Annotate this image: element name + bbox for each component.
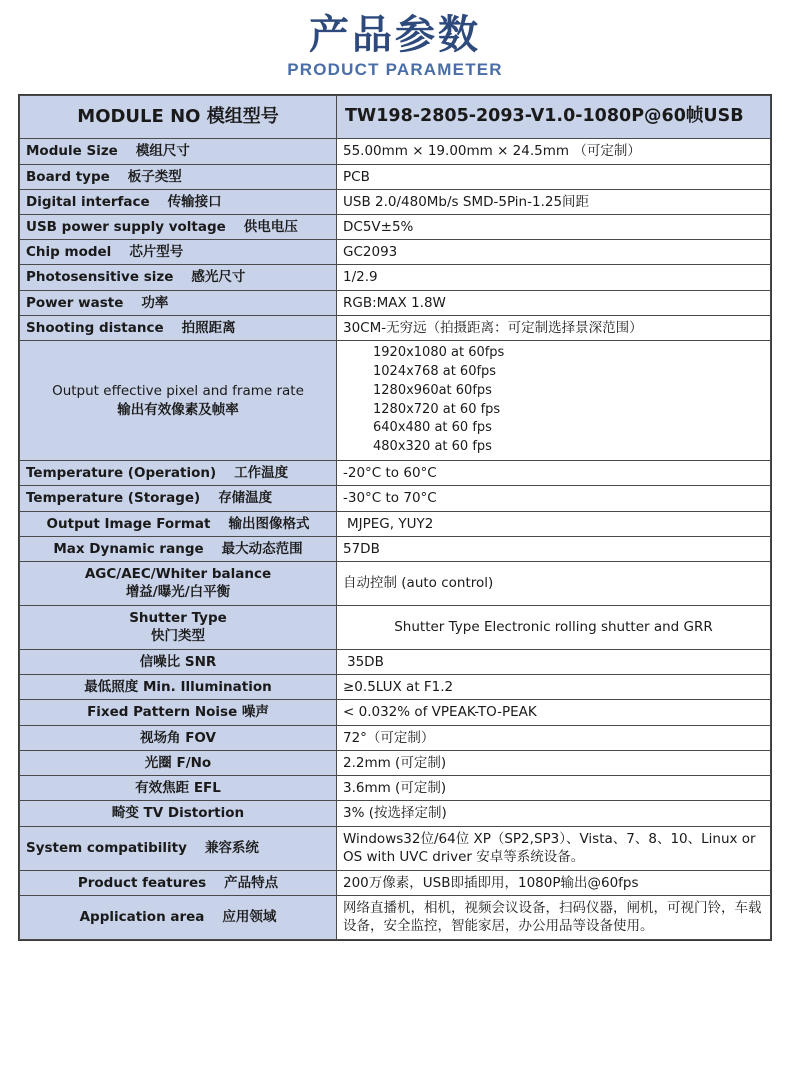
row-label-efl: 有效焦距 EFL bbox=[20, 776, 337, 801]
row-label-fno: 光圈 F/No bbox=[20, 750, 337, 775]
table-row-shutter bbox=[20, 605, 771, 649]
label-cn: 供电电压 bbox=[243, 218, 298, 235]
row-value-agc-aec-wb: 自动控制 (auto control) bbox=[337, 561, 771, 605]
table-row bbox=[20, 536, 771, 561]
row-value-photosensitive-size: 1/2.9 bbox=[337, 265, 771, 290]
table-row bbox=[20, 290, 771, 315]
row-value-max-dynamic-range: 57DB bbox=[337, 536, 771, 561]
label-cn: 感光尺寸 bbox=[191, 269, 246, 286]
table-row bbox=[20, 700, 771, 725]
label-en: Output effective pixel and frame rate bbox=[52, 383, 304, 400]
row-label-chip-model bbox=[20, 240, 337, 265]
label-cn: 存储温度 bbox=[218, 490, 273, 507]
header-value-cell: TW198-2805-2093-V1.0-1080P@60帧USB bbox=[337, 96, 771, 139]
row-value-chip-model: GC2093 bbox=[337, 240, 771, 265]
row-value-temperature-operation: -20°C to 60°C bbox=[337, 461, 771, 486]
label-line1: Shutter Type bbox=[129, 610, 227, 627]
label-en: Digital interface bbox=[26, 193, 150, 210]
label-en: Board type bbox=[26, 168, 110, 185]
row-label-tv-distortion: 畸变 TV Distortion bbox=[20, 801, 337, 826]
row-value-application-area: 网络直播机，相机，视频会议设备，扫码仪器，闸机，可视门铃，车载设备，安全监控，智能家居，办公用品等设备使用。 bbox=[337, 895, 771, 939]
table-row bbox=[20, 240, 771, 265]
table-row bbox=[20, 776, 771, 801]
label-en: Output Image Format bbox=[46, 515, 211, 532]
row-value-product-features: 200万像素，USB即插即用，1080P输出@60fps bbox=[337, 870, 771, 895]
label-en: Max Dynamic range bbox=[53, 540, 204, 557]
row-value-fixed-pattern-noise: < 0.032% of VPEAK-TO-PEAK bbox=[337, 700, 771, 725]
row-value-system-compatibility: Windows32位/64位 XP（SP2,SP3）、Vista、7、8、10、Linux or OS with UVC driver 安卓等系统设备。 bbox=[337, 826, 771, 870]
table-row-product-features bbox=[20, 870, 771, 895]
label-cn: 功率 bbox=[141, 294, 169, 311]
page-title-block bbox=[0, 0, 790, 80]
label-cn: 模组尺寸 bbox=[135, 143, 190, 160]
row-value-shutter-type: Shutter Type Electronic rolling shutter and GRR bbox=[337, 605, 771, 649]
resolution-item: 1920x1080 at 60fps bbox=[373, 345, 505, 361]
row-value-fno: 2.2mm (可定制) bbox=[337, 750, 771, 775]
row-label-output-image-format bbox=[20, 511, 337, 536]
resolution-item: 1024x768 at 60fps bbox=[373, 363, 497, 379]
table-row bbox=[20, 189, 771, 214]
resolution-item: 1280x960at 60fps bbox=[373, 382, 492, 398]
row-value-tv-distortion: 3% (按选择定制) bbox=[337, 801, 771, 826]
row-label-board-type bbox=[20, 164, 337, 189]
table-row bbox=[20, 486, 771, 511]
row-value-board-type: PCB bbox=[337, 164, 771, 189]
label-line2: 快门类型 bbox=[151, 628, 205, 645]
label-cn: 输出有效像素及帧率 bbox=[117, 401, 239, 418]
row-label-photosensitive-size bbox=[20, 265, 337, 290]
row-value-shooting-distance: 30CM-无穷远（拍摄距离：可定制选择景深范围） bbox=[337, 315, 771, 340]
table-row bbox=[20, 801, 771, 826]
table-row-system-compatibility bbox=[20, 826, 771, 870]
row-label-product-features bbox=[20, 870, 337, 895]
row-label-digital-interface bbox=[20, 189, 337, 214]
table-row bbox=[20, 139, 771, 164]
label-cn: 芯片型号 bbox=[129, 244, 184, 261]
label-line1: AGC/AEC/Whiter balance bbox=[84, 566, 272, 583]
row-value-power-waste: RGB:MAX 1.8W bbox=[337, 290, 771, 315]
resolution-item: 1280x720 at 60 fps bbox=[373, 401, 501, 417]
row-value-digital-interface: USB 2.0/480Mb/s SMD-5Pin-1.25间距 bbox=[337, 189, 771, 214]
label-cn: 板子类型 bbox=[127, 168, 182, 185]
row-value-fov: 72°（可定制） bbox=[337, 725, 771, 750]
row-label-max-dynamic-range bbox=[20, 536, 337, 561]
row-value-snr: 35DB bbox=[337, 649, 771, 674]
resolution-item: 480x320 at 60 fps bbox=[373, 439, 492, 455]
label-line2: 增益/曝光/白平衡 bbox=[125, 584, 231, 601]
row-label-system-compatibility bbox=[20, 826, 337, 870]
table-row bbox=[20, 164, 771, 189]
label-en: Product features bbox=[77, 874, 207, 891]
row-value-temperature-storage: -30°C to 70°C bbox=[337, 486, 771, 511]
row-label-power-waste bbox=[20, 290, 337, 315]
label-en: Temperature (Storage) bbox=[26, 490, 201, 507]
row-label-fixed-pattern-noise: Fixed Pattern Noise 噪声 bbox=[20, 700, 337, 725]
table-row bbox=[20, 750, 771, 775]
label-cn: 拍照距离 bbox=[181, 319, 236, 336]
row-label-temperature-storage bbox=[20, 486, 337, 511]
table-row bbox=[20, 675, 771, 700]
spec-table-wrapper bbox=[18, 94, 772, 941]
row-label-power-voltage bbox=[20, 214, 337, 239]
label-en: Temperature (Operation) bbox=[26, 465, 217, 482]
table-row bbox=[20, 461, 771, 486]
row-label-min-illumination: 最低照度 Min. Illumination bbox=[20, 675, 337, 700]
row-label-module-size bbox=[20, 139, 337, 164]
label-cn: 最大动态范围 bbox=[221, 540, 303, 557]
label-cn: 兼容系统 bbox=[204, 839, 259, 856]
table-header-row bbox=[20, 96, 771, 139]
label-en: Power waste bbox=[26, 294, 124, 311]
label-en: Application area bbox=[79, 909, 205, 926]
table-row bbox=[20, 214, 771, 239]
row-label-snr: 信噪比 SNR bbox=[20, 649, 337, 674]
label-cn: 工作温度 bbox=[234, 465, 289, 482]
label-cn: 输出图像格式 bbox=[228, 515, 310, 532]
row-value-min-illumination: ≥0.5LUX at F1.2 bbox=[337, 675, 771, 700]
label-en: Module Size bbox=[26, 143, 118, 160]
label-en: System compatibility bbox=[26, 839, 187, 856]
row-label-shutter-type bbox=[20, 605, 337, 649]
row-value-output-resolution bbox=[337, 341, 771, 461]
table-row-agc bbox=[20, 561, 771, 605]
label-en: Shooting distance bbox=[26, 319, 164, 336]
spec-table bbox=[19, 95, 771, 940]
row-value-power-voltage: DC5V±5% bbox=[337, 214, 771, 239]
row-label-temperature-operation bbox=[20, 461, 337, 486]
spec-table-body bbox=[20, 96, 771, 940]
label-cn: 传输接口 bbox=[167, 193, 222, 210]
table-row bbox=[20, 265, 771, 290]
resolution-list bbox=[343, 344, 764, 457]
header-label-cell: MODULE NO 模组型号 bbox=[20, 96, 337, 139]
page-title-cn: 产品参数 bbox=[309, 12, 481, 58]
row-label-output-resolution bbox=[20, 341, 337, 461]
label-en: USB power supply voltage bbox=[26, 218, 226, 235]
table-row bbox=[20, 315, 771, 340]
table-row bbox=[20, 649, 771, 674]
table-row bbox=[20, 725, 771, 750]
row-value-output-image-format: MJPEG, YUY2 bbox=[337, 511, 771, 536]
table-row-application-area bbox=[20, 895, 771, 939]
row-value-efl: 3.6mm (可定制) bbox=[337, 776, 771, 801]
page-title-en: PRODUCT PARAMETER bbox=[287, 60, 503, 79]
resolution-item: 640x480 at 60 fps bbox=[373, 420, 492, 436]
row-label-shooting-distance bbox=[20, 315, 337, 340]
table-row-resolution bbox=[20, 341, 771, 461]
row-label-application-area bbox=[20, 895, 337, 939]
row-label-fov: 视场角 FOV bbox=[20, 725, 337, 750]
label-cn: 应用领域 bbox=[222, 909, 277, 926]
label-en: Chip model bbox=[26, 244, 112, 261]
row-label-agc-aec-wb bbox=[20, 561, 337, 605]
row-value-module-size: 55.00mm × 19.00mm × 24.5mm （可定制） bbox=[337, 139, 771, 164]
table-row bbox=[20, 511, 771, 536]
label-en: Photosensitive size bbox=[26, 269, 174, 286]
label-cn: 产品特点 bbox=[224, 874, 279, 891]
